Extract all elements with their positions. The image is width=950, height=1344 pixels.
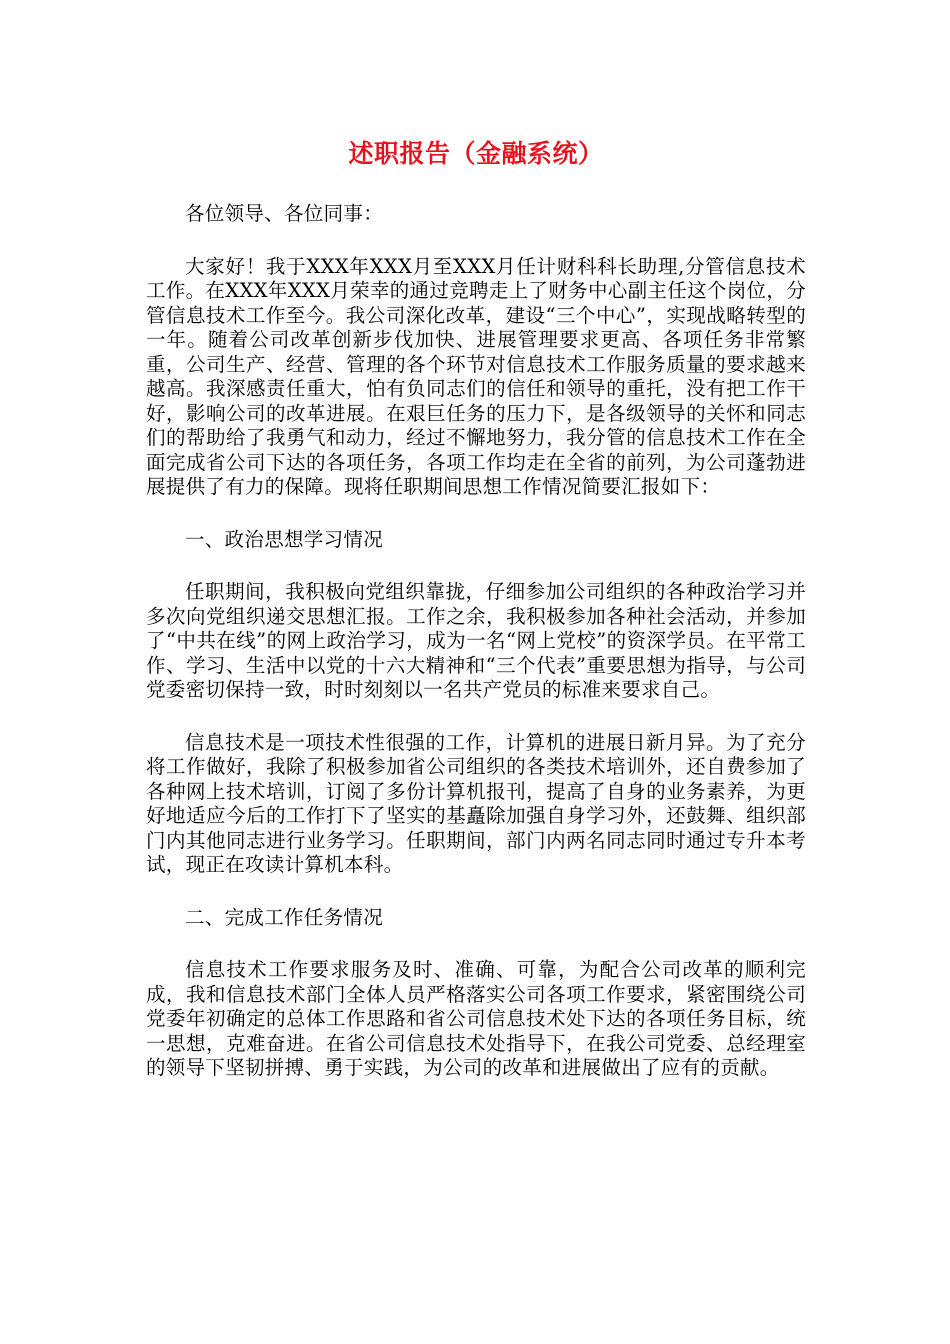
section-1-paragraph-2: 信息技术是一项技术性很强的工作，计算机的进展日新月异。为了充分将工作做好，我除了积极参加省公司组织的各类技术培训外，还自费参加了各种网上技术培训，订阅了多份计算机报刊，提高了自身的业务素养，为更好地适应今后的工作打下了坚实的基矗除加强自身学习外，还鼓舞、组织部门内其他同志进行业务学习。任职期间，部门内两名同志同时通过专升本考试，现正在攻读计算机本科。 xyxy=(146,730,806,876)
document-page xyxy=(146,128,806,1109)
section-1-heading: 一、政治思想学习情况 xyxy=(185,527,384,551)
salutation: 各位领导、各位同事： xyxy=(185,202,384,225)
section-2-heading: 二、完成工作任务情况 xyxy=(185,905,384,929)
intro-paragraph: 大家好！我于XXX年XXX月至XXX月任计财科科长助理,分管信息技术工作。在XXX年XXX月荣幸的通过竞聘走上了财务中心副主任这个岗位，分管信息技术工作至今。我公司深化改革，建设“三个中心”，实现战略转型的一年。随着公司改革创新步伐加快、进展管理要求更高、各项任务非常繁重，公司生产、经营、管理的各个环节对信息技术工作服务质量的要求越来越高。我深感责任重大，怕有负同志们的信任和领导的重托，没有把工作干好，影响公司的改革进展。在艰巨任务的压力下，是各级领导的关怀和同志们的帮助给了我勇气和动力，经过不懈地努力，我分管的信息技术工作在全面完成省公司下达的各项任务，各项工作均走在全省的前列，为公司蓬勃进展提供了有力的保障。现将任职期间思想工作情况简要汇报如下： xyxy=(146,254,806,498)
document-title: 述职报告（金融系统） xyxy=(348,139,604,168)
section-1-paragraph-1: 任职期间，我积极向党组织靠拢，仔细参加公司组织的各种政治学习并多次向党组织递交思想汇报。工作之余，我积极参加各种社会活动，并参加了“中共在线”的网上政治学习，成为一名“网上党校”的资深学员。在平常工作、学习、生活中以党的十六大精神和“三个代表”重要思想为指导，与公司党委密切保持一致，时时刻刻以一名共产党员的标准来要求自己。 xyxy=(146,580,806,701)
section-2-paragraph-1: 信息技术工作要求服务及时、准确、可靠，为配合公司改革的顺利完成，我和信息技术部门全体人员严格落实公司各项工作要求，紧密围绕公司党委年初确定的总体工作思路和省公司信息技术处下达的各项任务目标，统一思想，克难奋进。在省公司信息技术处指导下，在我公司党委、总经理室的领导下坚韧拼搏、勇于实践，为公司的改革和进展做出了应有的贡献。 xyxy=(146,958,806,1079)
